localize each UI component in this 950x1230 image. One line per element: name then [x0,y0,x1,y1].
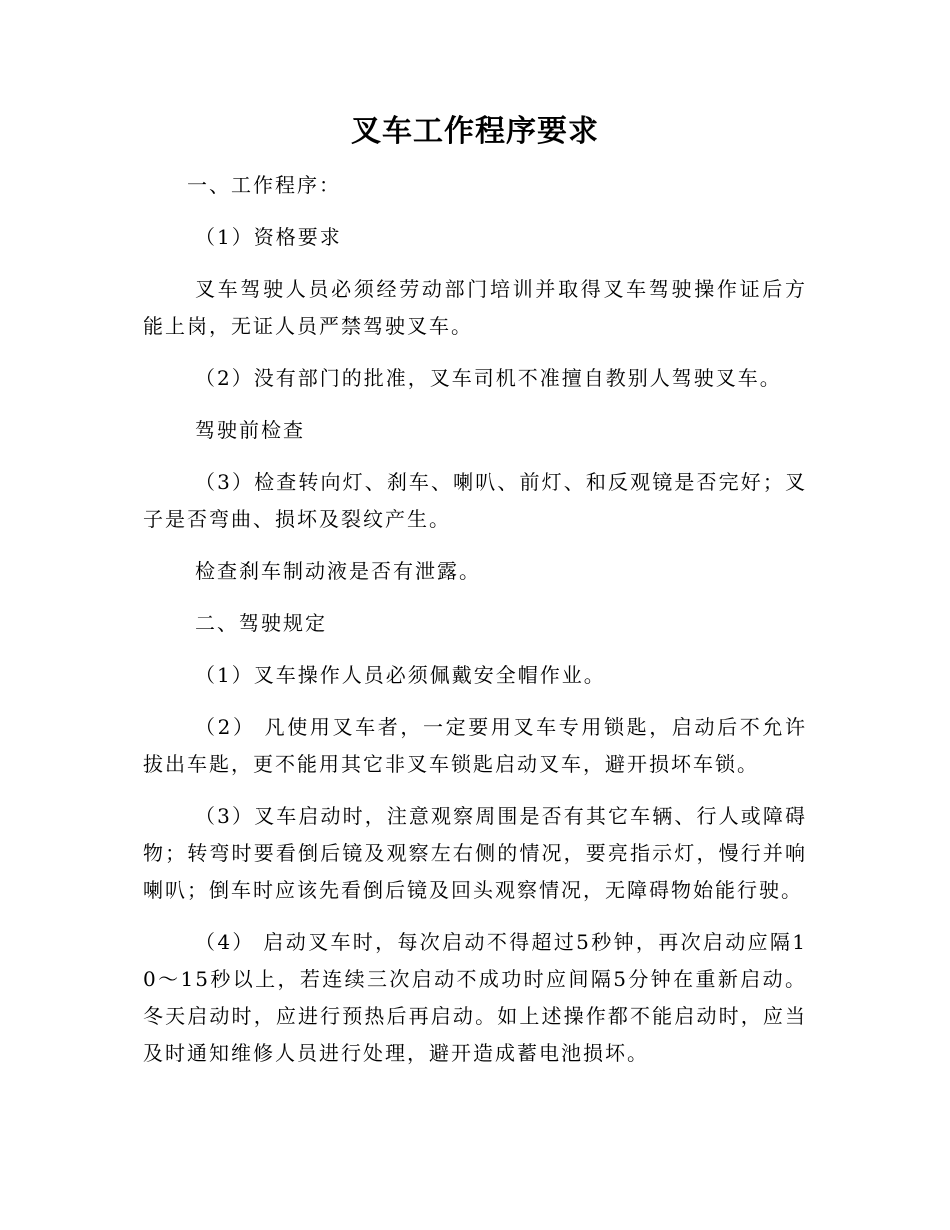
paragraph-no-unauthorized-teaching: （2）没有部门的批准，叉车司机不准擅自教别人驾驶叉车。 [195,366,782,390]
paragraph-qualification-detail: 叉车驾驶人员必须经劳动部门培训并取得叉车驾驶操作证后方能上岗，无证人员严禁驾驶叉车。 [143,277,807,338]
document-title: 叉车工作程序要求 [351,114,599,149]
paragraph-inspection-items: （3）检查转向灯、刹车、喇叭、前灯、和反观镜是否完好；叉子是否弯曲、损坏及裂纹产生。 [143,470,807,531]
subheading-pre-drive-check: 驾驶前检查 [195,418,305,442]
section-heading-driving-rules: 二、驾驶规定 [195,611,327,635]
paragraph-start-timing-rule: （4） 启动叉车时，每次启动不得超过5秒钟，再次启动应隔10～15秒以上，若连续三次启动不成功时应间隔5分钟在重新启动。冬天启动时，应进行预热后再启动。如上述操作都不能启动时，应当及时通知维修人员进行处理，避开造成蓄电池损坏。 [143,930,807,1065]
paragraph-brake-fluid-check: 检查刹车制动液是否有泄露。 [195,559,481,583]
document-body [143,167,807,1072]
paragraph-key-rule: （2） 凡使用叉车者，一定要用叉车专用锁匙，启动后不允许拔出车匙，更不能用其它非叉车锁匙启动叉车，避开损坏车锁。 [143,715,807,776]
subheading-qualification: （1）资格要求 [195,225,342,249]
paragraph-start-observation-rule: （3）叉车启动时，注意观察周围是否有其它车辆、行人或障碍物；转弯时要看倒后镜及观察左右侧的情况，要亮指示灯，慢行并响喇叭；倒车时应该先看倒后镜及回头观察情况，无障碍物始能行驶。 [143,804,807,902]
section-heading-work-procedure: 一、工作程序： [187,173,341,197]
paragraph-helmet-rule: （1）叉车操作人员必须佩戴安全帽作业。 [195,663,606,687]
